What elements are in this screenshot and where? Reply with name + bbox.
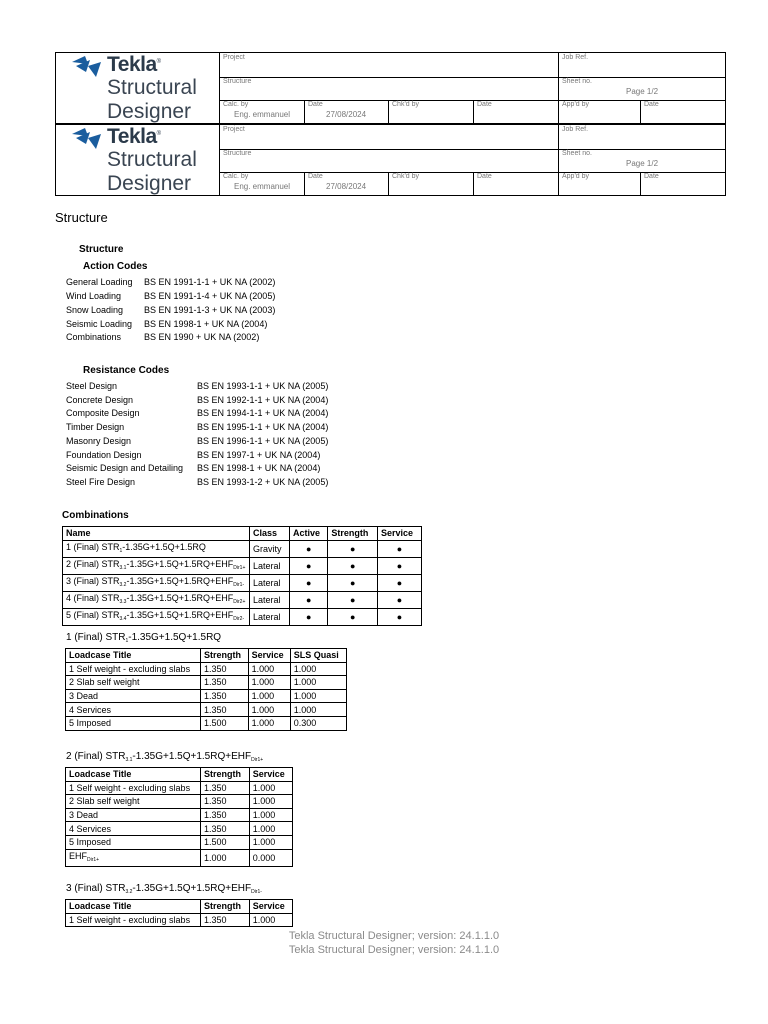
resistance-code-label: Foundation Design	[66, 450, 142, 460]
tekla-logo-icon	[72, 128, 102, 150]
column-header: SLS Quasi	[290, 649, 346, 663]
action-code-value: BS EN 1991-1-3 + UK NA (2003)	[144, 305, 276, 315]
column-header: Strength	[201, 649, 249, 663]
page-number: Page 1/2	[626, 159, 659, 168]
combination-class: Lateral	[250, 591, 290, 608]
resistance-code-value: BS EN 1995-1-1 + UK NA (2004)	[197, 422, 329, 432]
title-block-2	[55, 124, 726, 196]
combination-1-table	[65, 648, 347, 731]
column-header: Strength	[201, 900, 250, 914]
column-header: Strength	[328, 527, 378, 541]
combination-name: 3 (Final) $STR_{3.2}-1.35G+1.5Q+1.5RQ+EHF_{Dir1-}$	[63, 574, 250, 591]
tekla-logo	[56, 125, 220, 195]
column-header: Loadcase Title	[66, 768, 201, 782]
footer-line-1: Tekla Structural Designer; version: 24.1.1.0	[288, 930, 500, 942]
chk-date-label: Date	[477, 101, 492, 108]
action-code-label: Wind Loading	[66, 291, 122, 301]
table-row: 5 Imposed 1.500 1.000 0.300	[66, 716, 347, 730]
project-label: Project	[223, 54, 245, 61]
calc-by-label: Calc. by	[223, 173, 249, 180]
table-row: 5 Imposed 1.500 1.000	[66, 835, 293, 849]
action-codes-heading: Action Codes	[83, 261, 148, 272]
table-header-row	[63, 527, 422, 541]
service-bullet: ●	[377, 574, 421, 591]
section-title: Structure	[55, 210, 108, 225]
action-code-label: Snow Loading	[66, 305, 124, 315]
resistance-code-value: BS EN 1997-1 + UK NA (2004)	[197, 450, 321, 460]
date-label: Date	[308, 173, 323, 180]
resistance-codes-heading: Resistance Codes	[83, 365, 170, 376]
active-bullet: ●	[290, 591, 328, 608]
table-row: 3 Dead 1.350 1.000 1.000	[66, 689, 347, 703]
table-row	[63, 608, 422, 625]
active-bullet: ●	[290, 540, 328, 557]
combination-name: 5 (Final) $STR_{3.4}-1.35G+1.5Q+1.5RQ+EHF_{Dir2-}$	[63, 608, 250, 625]
combination-name: 4 (Final) $STR_{3.3}-1.35G+1.5Q+1.5RQ+EHF_{Dir2+}$	[63, 591, 250, 608]
column-header: Service	[249, 900, 292, 914]
product-name: Structural Designer	[107, 76, 197, 123]
table-row: 1 Self weight - excluding slabs 1.350 1.000	[66, 781, 293, 795]
strength-bullet: ●	[328, 574, 378, 591]
table-row	[63, 574, 422, 591]
structure-heading: Structure	[79, 244, 124, 255]
table-header-row	[66, 649, 347, 663]
table-row: 1 Self weight - excluding slabs 1.350 1.000 1.000	[66, 662, 347, 676]
active-bullet: ●	[290, 608, 328, 625]
resistance-code-value: BS EN 1993-1-2 + UK NA (2005)	[197, 477, 329, 487]
active-bullet: ●	[290, 557, 328, 574]
resistance-code-value: BS EN 1992-1-1 + UK NA (2004)	[197, 395, 329, 405]
date-value: 27/08/2024	[326, 110, 367, 119]
action-code-value: BS EN 1991-1-1 + UK NA (2002)	[144, 277, 276, 287]
resistance-code-label: Steel Design	[66, 381, 118, 391]
combination-name: 1 (Final) $STR_1-1.35G+1.5Q+1.5RQ$	[63, 540, 250, 557]
strength-bullet: ●	[328, 591, 378, 608]
column-header: Service	[249, 768, 292, 782]
strength-bullet: ●	[328, 608, 378, 625]
action-code-value: BS EN 1991-1-4 + UK NA (2005)	[144, 291, 276, 301]
structure-label: Structure	[223, 78, 252, 85]
app-date-label: Date	[644, 173, 659, 180]
project-label: Project	[223, 126, 245, 133]
column-header: Name	[63, 527, 250, 541]
date-value: 27/08/2024	[326, 182, 367, 191]
title-fields	[220, 53, 725, 123]
service-bullet: ●	[377, 591, 421, 608]
table-row: 2 Slab self weight 1.350 1.000	[66, 795, 293, 809]
calc-by-label: Calc. by	[223, 101, 249, 108]
table-row: $EHF_{Dir1+}$ 1.000 0.000	[66, 849, 293, 866]
table-row: 4 Services 1.350 1.000	[66, 822, 293, 836]
brand-name: Tekla®	[107, 53, 161, 76]
date-label: Date	[308, 101, 323, 108]
tekla-logo-icon	[72, 56, 102, 78]
action-code-value: BS EN 1990 + UK NA (2002)	[144, 332, 260, 342]
service-bullet: ●	[377, 540, 421, 557]
job-ref-label: Job Ref.	[562, 54, 589, 61]
resistance-code-label: Steel Fire Design	[66, 477, 136, 487]
action-code-label: Seismic Loading	[66, 319, 133, 329]
action-code-label: Combinations	[66, 332, 122, 342]
resistance-code-value: BS EN 1996-1-1 + UK NA (2005)	[197, 436, 329, 446]
column-header: Strength	[201, 768, 250, 782]
chkd-by-label: Chk'd by	[392, 101, 420, 108]
page-number: Page 1/2	[626, 87, 659, 96]
app-date-label: Date	[644, 101, 659, 108]
table-row	[63, 540, 422, 557]
column-header: Service	[248, 649, 290, 663]
column-header: Active	[290, 527, 328, 541]
action-code-value: BS EN 1998-1 + UK NA (2004)	[144, 319, 268, 329]
combination-1-title: 1 (Final) $STR_1-1.35G+1.5Q+1.5RQ$	[66, 632, 222, 644]
service-bullet: ●	[377, 608, 421, 625]
column-header: Class	[250, 527, 290, 541]
resistance-code-value: BS EN 1994-1-1 + UK NA (2004)	[197, 408, 329, 418]
table-row: 1 Self weight - excluding slabs 1.350 1.000	[66, 913, 293, 927]
appd-by-label: App'd by	[562, 101, 590, 108]
resistance-code-label: Composite Design	[66, 408, 140, 418]
resistance-code-label: Timber Design	[66, 422, 125, 432]
footer-line-2: Tekla Structural Designer; version: 24.1.1.0	[288, 944, 500, 956]
sheet-no-label: Sheet no.	[562, 78, 592, 85]
strength-bullet: ●	[328, 540, 378, 557]
combination-2-table	[65, 767, 293, 867]
combination-class: Lateral	[250, 574, 290, 591]
calc-by-value: Eng. emmanuel	[234, 110, 291, 119]
combination-2-title: 2 (Final) $STR_{3.1}-1.35G+1.5Q+1.5RQ+EHF_{Dir1+}$	[66, 751, 264, 763]
product-name: Structural Designer	[107, 148, 197, 195]
strength-bullet: ●	[328, 557, 378, 574]
combinations-table	[62, 526, 422, 626]
tekla-logo	[56, 53, 220, 123]
brand-name: Tekla®	[107, 125, 161, 148]
sheet-no-label: Sheet no.	[562, 150, 592, 157]
chkd-by-label: Chk'd by	[392, 173, 420, 180]
table-header-row	[66, 900, 293, 914]
resistance-code-label: Masonry Design	[66, 436, 132, 446]
table-row: 3 Dead 1.350 1.000	[66, 808, 293, 822]
column-header: Loadcase Title	[66, 900, 201, 914]
combination-class: Lateral	[250, 557, 290, 574]
resistance-code-value: BS EN 1993-1-1 + UK NA (2005)	[197, 381, 329, 391]
title-block-1	[55, 52, 726, 124]
resistance-code-label: Seismic Design and Detailing	[66, 463, 184, 473]
table-row	[63, 591, 422, 608]
chk-date-label: Date	[477, 173, 492, 180]
title-fields	[220, 125, 725, 195]
combination-3-title: 3 (Final) $STR_{3.2}-1.35G+1.5Q+1.5RQ+EHF_{Dir1-}$	[66, 883, 262, 895]
combination-3-table	[65, 899, 293, 927]
combinations-heading: Combinations	[62, 510, 129, 521]
structure-label: Structure	[223, 150, 252, 157]
table-header-row	[66, 768, 293, 782]
appd-by-label: App'd by	[562, 173, 590, 180]
column-header: Service	[377, 527, 421, 541]
service-bullet: ●	[377, 557, 421, 574]
combination-name: 2 (Final) $STR_{3.1}-1.35G+1.5Q+1.5RQ+EHF_{Dir1+}$	[63, 557, 250, 574]
combination-class: Lateral	[250, 608, 290, 625]
resistance-code-value: BS EN 1998-1 + UK NA (2004)	[197, 463, 321, 473]
table-row	[63, 557, 422, 574]
active-bullet: ●	[290, 574, 328, 591]
job-ref-label: Job Ref.	[562, 126, 589, 133]
resistance-code-label: Concrete Design	[66, 395, 134, 405]
table-row: 4 Services 1.350 1.000 1.000	[66, 703, 347, 717]
combination-class: Gravity	[250, 540, 290, 557]
column-header: Loadcase Title	[66, 649, 201, 663]
action-code-label: General Loading	[66, 277, 133, 287]
table-row: 2 Slab self weight 1.350 1.000 1.000	[66, 676, 347, 690]
calc-by-value: Eng. emmanuel	[234, 182, 291, 191]
